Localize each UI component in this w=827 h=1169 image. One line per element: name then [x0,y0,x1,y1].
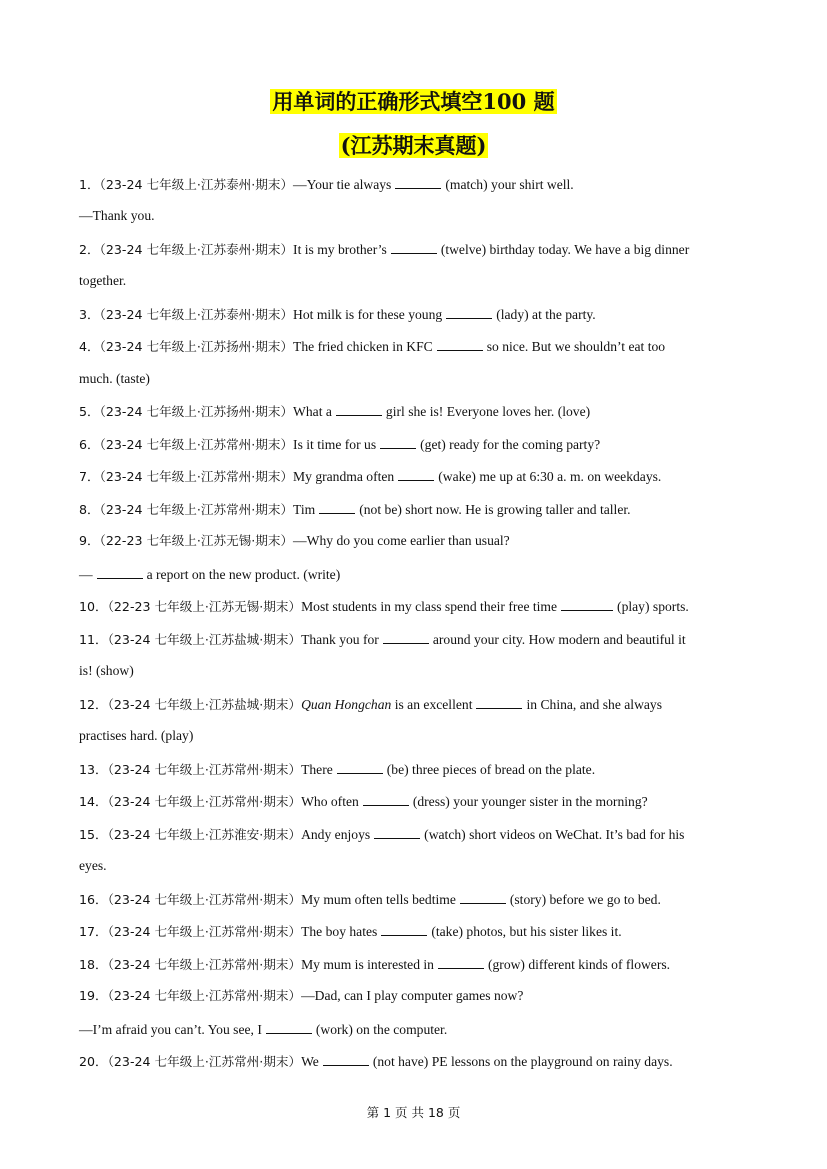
question-number: 1． [79,177,100,192]
question-text: is an excellent [394,697,473,712]
question-text: My mum is interested in [301,957,434,972]
question-text: together. [79,273,127,288]
source-tag: （23-24 七年级上·江苏常州·期末） [99,469,294,484]
answer-blank[interactable] [337,760,383,774]
question-text: Is it time for us [293,437,377,452]
answer-blank[interactable] [395,175,441,189]
question-text: The fried chicken in KFC [293,339,433,354]
question-text: My grandma often [293,469,395,484]
question-line [79,532,510,550]
question-line [79,662,134,680]
answer-blank[interactable] [561,597,613,611]
question-number: 7． [79,469,100,484]
question-hint: (not have) PE lessons on the playground on rainy days. [372,1054,673,1069]
question-number: 19． [79,988,108,1003]
question-text: What a [293,404,332,419]
question-text: —Why do you come earlier than usual? [293,533,510,548]
question-hint: (get) ready for the coming party? [420,437,601,452]
answer-blank[interactable] [383,630,429,644]
answer-blank[interactable] [398,467,434,481]
answer-blank[interactable] [476,695,522,709]
question-text: Most students in my class spend their free time [301,599,558,614]
question-text: Quan Hongchan [301,697,392,712]
source-tag: （23-24 七年级上·江苏盐城·期末） [107,632,302,647]
question-hint: around your city. How modern and beautiful it [432,632,686,647]
question-line [79,272,126,290]
question-text: Andy enjoys [301,827,371,842]
question-text: —Your tie always [293,177,392,192]
question-hint: (grow) different kinds of flowers. [487,957,671,972]
answer-blank[interactable] [437,337,483,351]
question-hint: so nice. But we shouldn’t eat too [486,339,666,354]
question-text: much. (taste) [79,371,150,386]
answer-blank[interactable] [336,402,382,416]
question-line [79,727,193,745]
source-tag: （23-24 七年级上·江苏常州·期末） [107,892,302,907]
answer-blank[interactable] [374,825,420,839]
answer-blank[interactable] [97,565,143,579]
question-number: 8． [79,502,100,517]
source-tag: （23-24 七年级上·江苏盐城·期末） [107,697,302,712]
source-tag: （23-24 七年级上·江苏常州·期末） [107,957,302,972]
page-footer: 第 1 页 共 18 页 [366,1105,461,1120]
question-line [79,1052,673,1071]
question-hint: (play) sports. [617,599,689,614]
question-hint: in China, and she always [526,697,663,712]
question-number: 6． [79,437,100,452]
answer-blank[interactable] [266,1020,312,1034]
source-tag: （23-24 七年级上·江苏常州·期末） [107,1054,302,1069]
question-line [79,825,684,844]
question-hint: a report on the new product. (write) [146,567,341,582]
question-line [79,175,574,194]
question-line [79,760,595,779]
question-line [79,467,661,486]
question-line [79,695,662,714]
question-line [79,207,155,225]
question-line [79,370,150,388]
answer-blank[interactable] [363,792,409,806]
question-text: The boy hates [301,924,378,939]
question-text: Tim [293,502,316,517]
source-tag: （23-24 七年级上·江苏扬州·期末） [99,339,294,354]
source-tag: （23-24 七年级上·江苏泰州·期末） [99,242,294,257]
question-text: My mum often tells bedtime [301,892,456,907]
question-line [79,857,107,875]
answer-blank[interactable] [319,500,355,514]
question-line [79,1020,447,1039]
question-hint: (take) photos, but his sister likes it. [431,924,622,939]
question-number: 15． [79,827,108,842]
question-line [79,565,340,584]
question-number: 12． [79,697,108,712]
source-tag: （23-24 七年级上·江苏常州·期末） [107,924,302,939]
answer-blank[interactable] [381,922,427,936]
source-tag: （22-23 七年级上·江苏无锡·期末） [99,533,294,548]
question-hint: (twelve) birthday today. We have a big dinner [440,242,690,257]
question-number: 16． [79,892,108,907]
question-hint: (match) your shirt well. [445,177,574,192]
page-title: 用单词的正确形式填空100 题 [272,89,555,114]
answer-blank[interactable] [460,890,506,904]
question-number: 10． [79,599,108,614]
question-text: —I’m afraid you can’t. You see, I [79,1022,262,1037]
source-tag: （23-24 七年级上·江苏常州·期末） [99,437,294,452]
question-text: There [301,762,333,777]
question-text: eyes. [79,858,107,873]
answer-blank[interactable] [391,240,437,254]
question-line [79,337,665,356]
source-tag: （23-24 七年级上·江苏常州·期末） [107,988,302,1003]
question-line [79,597,689,616]
question-number: 9． [79,533,100,548]
question-number: 11． [79,632,108,647]
question-text: Hot milk is for these young [293,307,443,322]
question-number: 5． [79,404,100,419]
question-text: It is my brother’s [293,242,387,257]
answer-blank[interactable] [438,955,484,969]
question-number: 13． [79,762,108,777]
question-line [79,955,670,974]
answer-blank[interactable] [446,305,492,319]
question-text: —Thank you. [79,208,155,223]
source-tag: （23-24 七年级上·江苏常州·期末） [107,794,302,809]
question-hint: (be) three pieces of bread on the plate. [386,762,596,777]
question-text: —Dad, can I play computer games now? [301,988,524,1003]
question-text: is! (show) [79,663,134,678]
question-line [79,305,596,324]
question-text: practises hard. (play) [79,728,194,743]
source-tag: （23-24 七年级上·江苏扬州·期末） [99,404,294,419]
question-number: 4． [79,339,100,354]
source-tag: （23-24 七年级上·江苏常州·期末） [99,502,294,517]
question-hint: (dress) your younger sister in the morning? [412,794,648,809]
question-hint: (story) before we go to bed. [509,892,661,907]
question-hint: girl she is! Everyone loves her. (love) [385,404,591,419]
question-number: 3． [79,307,100,322]
question-line [79,240,689,259]
source-tag: （23-24 七年级上·江苏泰州·期末） [99,307,294,322]
question-line [79,402,590,421]
question-text: — [79,567,93,582]
question-number: 18． [79,957,108,972]
source-tag: （23-24 七年级上·江苏泰州·期末） [99,177,294,192]
title-wrap [0,89,827,114]
answer-blank[interactable] [380,435,416,449]
question-number: 2． [79,242,100,257]
question-line [79,792,648,811]
question-hint: (wake) me up at 6:30 a. m. on weekdays. [438,469,662,484]
question-number: 20． [79,1054,108,1069]
question-line [79,890,661,909]
source-tag: （22-23 七年级上·江苏无锡·期末） [107,599,302,614]
source-tag: （23-24 七年级上·江苏常州·期末） [107,762,302,777]
question-line [79,922,622,941]
page-subtitle: (江苏期末真题) [340,133,487,158]
question-line [79,987,523,1005]
question-hint: (not be) short now. He is growing taller and taller. [359,502,631,517]
answer-blank[interactable] [323,1052,369,1066]
question-hint: (work) on the computer. [315,1022,448,1037]
question-line [79,630,686,649]
question-number: 17． [79,924,108,939]
source-tag: （23-24 七年级上·江苏淮安·期末） [107,827,302,842]
question-text: We [301,1054,319,1069]
subtitle-wrap [0,133,827,158]
question-line [79,500,631,519]
question-line [79,435,600,454]
question-hint: (watch) short videos on WeChat. It’s bad for his [424,827,685,842]
question-text: Thank you for [301,632,379,647]
question-hint: (lady) at the party. [496,307,596,322]
question-text: Who often [301,794,359,809]
question-number: 14． [79,794,108,809]
